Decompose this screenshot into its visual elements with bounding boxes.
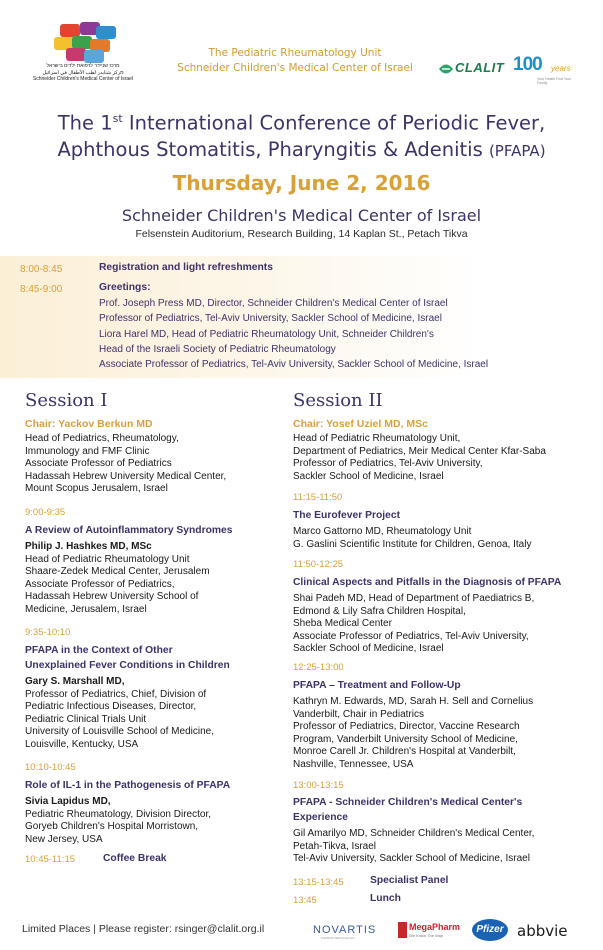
footer [0, 910, 603, 950]
affiliation-line: Louisville, Kentucky, USA [25, 738, 139, 750]
title-acronym: (PFAPA) [488, 141, 546, 160]
talk-speaker-block [25, 796, 211, 846]
talk-speaker-block [25, 676, 214, 752]
clalit-100-mark: 100 [513, 54, 542, 75]
affiliation-line: Head of Pediatric Rheumatology Unit [25, 553, 190, 565]
puzzle-piece [96, 26, 116, 39]
affiliation-line: Head of Pediatric Rheumatology Unit, [293, 433, 461, 444]
clalit-years-mark: years [551, 64, 571, 73]
talk-title: Clinical Aspects and Pitfalls in the Diagnosis of PFAPA [293, 577, 562, 588]
affiliation-line: Pediatric Clinical Trials Unit [25, 713, 147, 725]
greeting-line: Liora Harel MD, Head of Pediatric Rheumatology Unit, Schneider Children's [99, 329, 434, 340]
affiliation-line: Marco Gattorno MD, Rheumatology Unit [293, 526, 472, 537]
opening-band [0, 256, 603, 378]
time-slot: 11:50-12:25 [293, 559, 344, 570]
talk-title-line: PFAPA in the Context of Other [25, 645, 173, 656]
registration-note: Limited Places | Please register: rsinger@clalit.org.il [22, 923, 265, 935]
time-slot: 11:15-11:50 [293, 492, 343, 503]
schneider-logo-caption [18, 63, 148, 83]
greeting-line: Head of the Israeli Society of Pediatric Rheumatology [99, 344, 336, 355]
time-slot: 13:15-13:45 [293, 877, 344, 888]
affiliation-line: Sackler School of Medicine, Israel [293, 470, 444, 482]
session-2-heading: Session II [293, 390, 383, 411]
logo-caption-line: מركز شنايدر لطب الأطفال في اسرائيل [42, 69, 124, 76]
affiliation-line: New Jersey, USA [25, 833, 103, 845]
session-2-chair: Chair: Yosef Uziel MD, MSc [293, 418, 428, 430]
time-slot: 13:45 [293, 895, 317, 906]
talk-title [25, 643, 230, 673]
talk-title-line: Experience [293, 812, 348, 823]
speaker-name: Gary S. Marshall MD, [25, 676, 125, 687]
session-2-chair-affiliation [293, 433, 546, 483]
session-1-heading: Session I [25, 390, 108, 411]
affiliation-line: Hadassah Hebrew University School of [25, 591, 199, 603]
affiliation-line: Goryeb Children's Hospital Morristown, [25, 821, 199, 833]
title-ordinal: st [112, 112, 123, 125]
talk-title-line: PFAPA - Schneider Children's Medical Center's [293, 797, 523, 808]
novartis-tagline: PHARMA SERVICES AG [321, 936, 355, 940]
time-slot: 8:45-9:00 [20, 284, 63, 295]
talk-speaker-block [293, 593, 534, 656]
affiliation-line: Shai Padeh MD, Head of Department of Paediatrics B, [293, 593, 535, 604]
time-slot: 12:25-13:00 [293, 662, 344, 673]
affiliation-line: Immunology and FMF Clinic [25, 445, 150, 457]
time-slot: 10:45-11:15 [25, 854, 76, 865]
talk-title-line: Unexplained Fever Conditions in Children [25, 660, 230, 671]
novartis-logo [313, 924, 377, 940]
greetings-list [99, 296, 488, 372]
affiliation-line: Professor of Pediatrics, Chief, Division of [25, 688, 207, 700]
organizer-block [160, 46, 430, 76]
venue-name: Schneider Children's Medical Center of Israel [121, 206, 482, 225]
pfizer-logo: Pfizer [472, 919, 508, 941]
affiliation-line: Pediatric Infectious Diseases, Director, [25, 701, 197, 713]
registration-row [20, 263, 62, 275]
talk-title: Role of IL-1 in the Pathogenesis of PFAPA [25, 780, 231, 791]
clalit-wordmark: CLALIT [455, 60, 505, 75]
specialist-panel-label: Specialist Panel [370, 875, 449, 886]
session-1-chair: Chair: Yackov Berkun MD [25, 418, 153, 430]
time-slot: 13:00-13:15 [293, 780, 344, 791]
affiliation-line: Vanderbilt, Chair in Pediatrics [293, 708, 424, 720]
megapharm-tagline: We Know The Way [409, 933, 443, 938]
talk-speaker-block [293, 696, 533, 772]
affiliation-line: Pediatric Rheumatology, Division Director, [25, 808, 212, 820]
affiliation-line: University of Louisville School of Medicine, [25, 726, 214, 738]
talk-speaker-block [293, 526, 531, 551]
affiliation-line: Tel-Aviv University, Sackler School of Medicine, Israel [293, 853, 530, 865]
talk-title: The Eurofever Project [293, 510, 401, 521]
greeting-line: Associate Professor of Pediatrics, Tel-Aviv University, Sackler School of Medicine, Israel [99, 359, 489, 370]
affiliation-line: Monroe Carell Jr. Children's Hospital at Vanderbilt, [293, 746, 516, 758]
megapharm-logo [398, 920, 462, 942]
conference-date: Thursday, June 2, 2016 [172, 171, 431, 195]
affiliation-line: Gil Amarilyo MD, Schneider Children's Medical Center, [293, 828, 535, 839]
lunch-label: Lunch [370, 893, 401, 904]
puzzle-piece [66, 48, 86, 61]
schneider-puzzle-logo [52, 22, 116, 62]
time-slot: 9:35-10:10 [25, 627, 71, 638]
title-line2: Aphthous Stomatitis, Pharyngitis & Adenitis [57, 137, 489, 161]
talk-speaker-block [293, 828, 534, 866]
speaker-name: Philip J. Hashkes MD, MSc [25, 541, 152, 552]
affiliation-line: Nashville, Tennessee, USA [293, 758, 414, 770]
affiliation-line: Sheba Medical Center [293, 618, 392, 630]
affiliation-line: Professor of Pediatrics, Director, Vaccine Research [293, 721, 520, 733]
puzzle-piece [84, 50, 104, 63]
clalit-tagline: Your Health First Your Family [537, 77, 571, 85]
talk-title: PFAPA – Treatment and Follow-Up [293, 680, 461, 691]
affiliation-line: Kathryn M. Edwards, MD, Sarah H. Sell and Cornelius [293, 696, 534, 707]
talk-title: A Review of Autoinflammatory Syndromes [25, 525, 233, 536]
clalit-logo [437, 54, 577, 84]
affiliation-line: Edmond & Lily Safra Children Hospital, [293, 605, 466, 617]
abbvie-logo: abbvie [517, 922, 568, 940]
session-1-chair-affiliation [25, 433, 226, 496]
affiliation-line: Department of Pediatrics, Meir Medical Center Kfar-Saba [293, 445, 546, 457]
venue-address: Felsenstein Auditorium, Research Building, 14 Kaplan St., Petach Tikva [135, 228, 468, 240]
affiliation-line: Mount Scopus Jerusalem, Israel [25, 483, 168, 495]
organizer-unit: The Pediatric Rheumatology Unit [208, 47, 382, 59]
greeting-line: Professor of Pediatrics, Tel-Aviv University, Sackler School of Medicine, Israel [99, 313, 442, 324]
time-slot: 8:00-8:45 [20, 264, 63, 275]
novartis-wordmark: NOVARTIS [313, 924, 377, 936]
talk-speaker-block [25, 541, 210, 617]
megapharm-wordmark: MegaPharm [409, 922, 461, 932]
affiliation-line: Shaare-Zedek Medical Center, Jerusalem [25, 566, 210, 578]
affiliation-line: Associate Professor of Pediatrics, Tel-Aviv University, [293, 630, 529, 642]
affiliation-line: G. Gaslini Scientific Institute for Children, Genoa, Italy [293, 538, 532, 550]
title-line1: International Conference of Periodic Fever, [122, 111, 546, 135]
affiliation-line: Professor of Pediatrics, Tel-Aviv University, [293, 458, 483, 470]
megapharm-emblem-icon [398, 922, 407, 938]
affiliation-line: Associate Professor of Pediatrics [25, 458, 172, 470]
affiliation-line: Medicine, Jerusalem, Israel [25, 603, 147, 615]
clalit-leaf-icon [437, 60, 455, 78]
affiliation-line: Sackler School of Medicine, Israel [293, 643, 444, 655]
time-slot: 10:10-10:45 [25, 762, 76, 773]
greetings-label: Greetings: [99, 282, 151, 293]
coffee-break-label: Coffee Break [103, 853, 167, 864]
logo-caption-line: מרכז שניידר לרפואת ילדים בישראל [46, 63, 120, 69]
affiliation-line: Petah-Tikva, Israel [293, 840, 376, 852]
affiliation-line: Associate Professor of Pediatrics, [25, 578, 175, 590]
header [0, 0, 603, 100]
greeting-line: Prof. Joseph Press MD, Director, Schneider Children's Medical Center of Israel [99, 298, 448, 309]
speaker-name: Sivia Lapidus MD, [25, 796, 111, 807]
registration-label: Registration and light refreshments [99, 262, 273, 273]
conference-title [0, 106, 603, 164]
affiliation-line: Head of Pediatrics, Rheumatology, [25, 433, 179, 444]
title-prefix: The 1 [57, 111, 113, 135]
logo-caption-line: Schneider Children's Medical Center of Israel [32, 76, 134, 82]
affiliation-line: Hadassah Hebrew University Medical Center, [25, 470, 227, 482]
talk-title [293, 795, 522, 825]
affiliation-line: Program, Vanderbilt University School of Medicine, [293, 733, 518, 745]
time-slot: 9:00-9:35 [25, 507, 66, 518]
organizer-center: Schneider Children's Medical Center of Israel [177, 62, 413, 74]
